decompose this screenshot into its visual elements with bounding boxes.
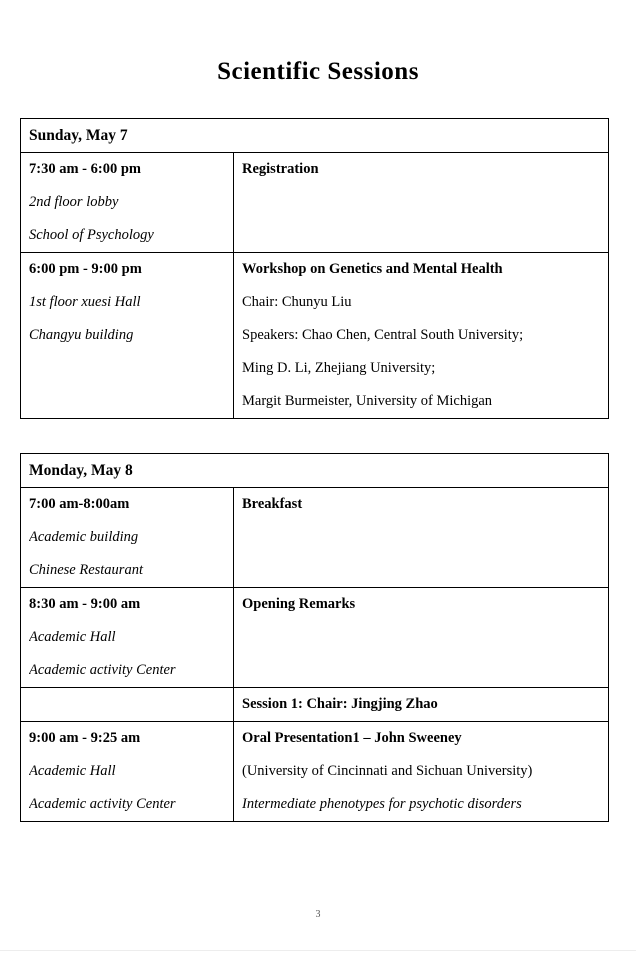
schedule-row [21,153,609,253]
page-number: 3 [315,909,321,920]
time-range: 9:00 am - 9:25 am [29,730,141,746]
time-range: 7:00 am-8:00am [29,496,130,512]
time-range: 6:00 pm - 9:00 pm [29,261,142,277]
document-page [0,56,636,956]
session-title: Oral Presentation1 – John Sweeney [242,730,462,746]
session-details-cell [234,588,609,688]
session-detail: Chair: Chunyu Liu [242,294,352,310]
session-topic: Intermediate phenotypes for psychotic disorders [242,796,522,812]
session-title: Workshop on Genetics and Mental Health [242,261,503,277]
session-detail: Speakers: Chao Chen, Central South University; [242,327,524,343]
page-edge-divider [0,950,636,951]
time-location-cell-empty [21,688,234,722]
location-line: Academic activity Center [29,796,176,812]
time-location-cell [21,722,234,822]
schedule-row [21,488,609,588]
location-line: Academic Hall [29,629,116,645]
time-location-cell [21,588,234,688]
day-header-monday: Monday, May 8 [21,454,609,488]
location-line: 2nd floor lobby [29,194,119,210]
location-line: School of Psychology [29,227,154,243]
page-title: Scientific Sessions [217,58,419,85]
session-title: Breakfast [242,496,303,512]
session-chair-title: Session 1: Chair: Jingjing Zhao [242,696,438,712]
location-line: Chinese Restaurant [29,562,143,578]
session-detail: (University of Cincinnati and Sichuan University) [242,763,533,779]
time-location-cell [21,153,234,253]
schedule-row [21,688,609,722]
session-details-cell [234,688,609,722]
schedule-table-monday [20,453,609,822]
schedule-table-sunday [20,118,609,419]
schedule-row [21,253,609,419]
location-line: 1st floor xuesi Hall [29,294,141,310]
schedule-row [21,588,609,688]
session-details-cell [234,153,609,253]
location-line: Academic Hall [29,763,116,779]
day-header-row [21,454,609,488]
location-line: Academic building [29,529,139,545]
session-details-cell [234,488,609,588]
day-header-sunday: Sunday, May 7 [21,119,609,153]
session-details-cell [234,722,609,822]
session-detail: Ming D. Li, Zhejiang University; [242,360,436,376]
location-line: Academic activity Center [29,662,176,678]
time-location-cell [21,488,234,588]
time-location-cell [21,253,234,419]
session-details-cell [234,253,609,419]
schedule-row [21,722,609,822]
time-range: 7:30 am - 6:00 pm [29,161,141,177]
day-header-row [21,119,609,153]
time-range: 8:30 am - 9:00 am [29,596,141,612]
session-title: Registration [242,161,319,177]
session-detail: Margit Burmeister, University of Michigan [242,393,493,409]
location-line: Changyu building [29,327,134,343]
session-title: Opening Remarks [242,596,356,612]
